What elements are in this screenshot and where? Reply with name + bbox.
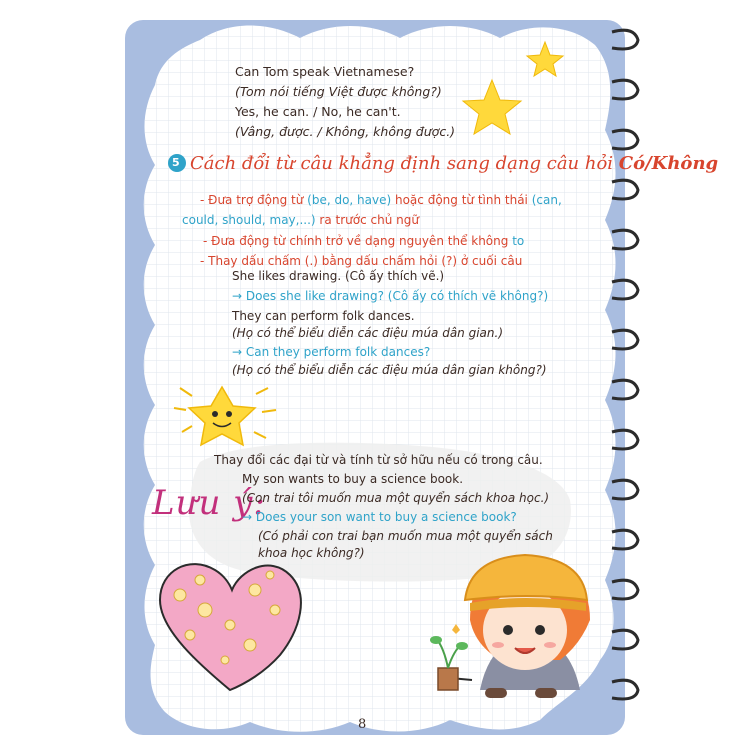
note-line-4: → Does your son want to buy a science book? (242, 510, 517, 524)
example-1-question-text: → Does she like drawing? (Cô ấy có thích vẽ không?) (232, 289, 549, 303)
note-line-6: khoa học không?) (258, 546, 365, 560)
rule-1-line-1 (200, 194, 562, 206)
section-title-text: Cách đổi từ câu khẳng định sang dạng câu hỏi (190, 153, 614, 174)
note-line-3: (Con trai tôi muốn mua một quyển sách khoa học.) (242, 491, 550, 505)
section-title (190, 155, 718, 173)
example-answer-vi: (Vâng, được. / Không, không được.) (235, 124, 456, 139)
rule-1-text-3: ra trước chủ ngữ (315, 213, 419, 227)
section-title-highlight: Có/Không (618, 153, 719, 174)
rule-2-to: to (512, 234, 525, 248)
example-2-question: → Can they perform folk dances? (232, 345, 431, 359)
example-1-statement: She likes drawing. (Cô ấy thích vẽ.) (232, 269, 445, 283)
rule-3: - Thay dấu chấm (.) bằng dấu chấm hỏi (?) ở cuối câu (200, 254, 523, 268)
example-answer-en: Yes, he can. / No, he can't. (235, 104, 401, 119)
page-number: 8 (358, 717, 367, 732)
example-1-question (232, 290, 548, 302)
rule-1-text-2: hoặc động từ tình thái (391, 193, 532, 207)
rule-1-aux-verbs: (be, do, have) (307, 193, 392, 207)
note-line-2: My son wants to buy a science book. (242, 472, 464, 486)
note-line-5: (Có phải con trai bạn muốn mua một quyển sách (258, 529, 553, 543)
note-title: Lưu ý: (152, 483, 266, 523)
example-2-question-vi: (Họ có thể biểu diễn các điệu múa dân gian không?) (232, 363, 547, 377)
rule-1-text: - Đưa trợ động từ (200, 193, 308, 207)
example-question-vi: (Tom nói tiếng Việt được không?) (235, 84, 442, 99)
example-2-statement-vi: (Họ có thể biểu diễn các điệu múa dân gian.) (232, 326, 504, 340)
note-line-1: Thay đổi các đại từ và tính từ sở hữu nếu có trong câu. (214, 453, 543, 467)
rule-1-modals-2: could, should, may,...) (182, 213, 316, 227)
rule-2 (203, 235, 524, 247)
rule-1-modals: (can, (531, 193, 562, 207)
example-2-statement: They can perform folk dances. (232, 309, 415, 323)
section-number: 5 (172, 156, 180, 169)
rule-2-text: - Đưa động từ chính trở về dạng nguyên thể không (203, 234, 513, 248)
example-question-en: Can Tom speak Vietnamese? (235, 64, 415, 79)
rule-1-line-2 (182, 214, 419, 226)
